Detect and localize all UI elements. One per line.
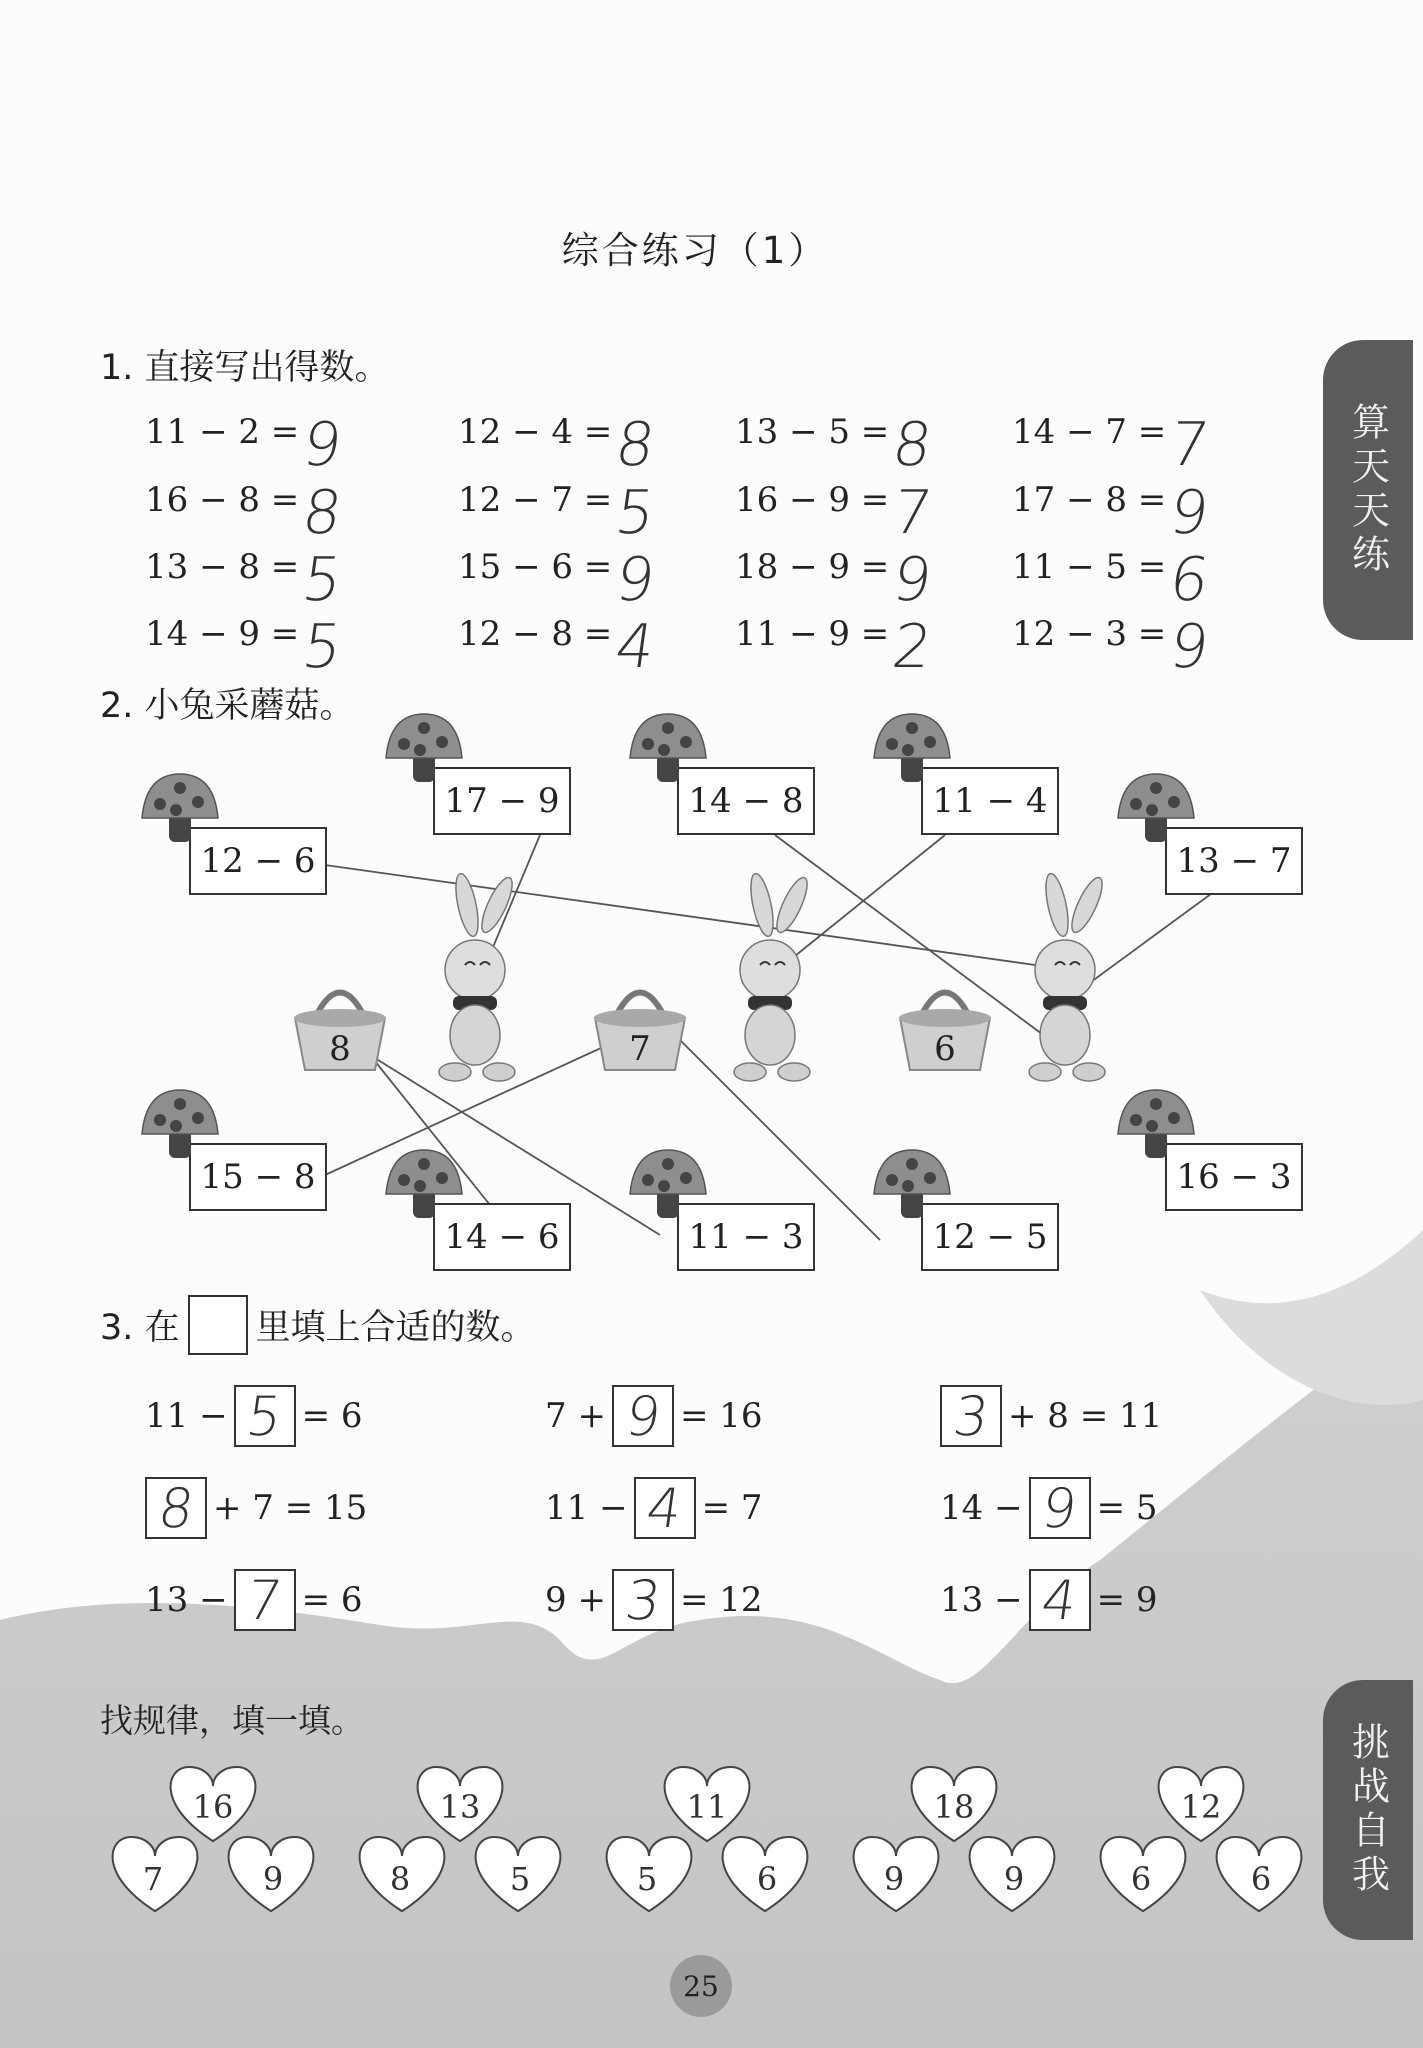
section4-heading: 找规律，填一填。 — [100, 1701, 364, 1740]
mushroom-spot — [174, 1098, 186, 1110]
page-number — [670, 1955, 732, 2017]
fill-blank-problem — [940, 1385, 1162, 1447]
handwritten-answer: 9 — [1037, 1476, 1082, 1540]
side-tab-daily-label: 算天天练 — [1345, 402, 1390, 578]
rabbit-foot — [1029, 1063, 1061, 1081]
side-tab-daily[interactable] — [1323, 340, 1413, 640]
problem-expression: 12 − 8 = — [458, 614, 613, 654]
mushroom-spot — [192, 1112, 204, 1124]
heart-group — [607, 1767, 808, 1911]
rabbit-foot — [778, 1063, 810, 1081]
problem-prefix: 7 + — [545, 1396, 606, 1436]
mushroom-expression: 13 − 7 — [1176, 841, 1292, 881]
mushroom-spot — [398, 1174, 410, 1186]
answer-box[interactable] — [634, 1477, 696, 1539]
heart-number-right[interactable]: 9 — [262, 1860, 284, 1898]
handwritten-answer[interactable]: 4 — [611, 612, 660, 682]
problem-expression: 11 − 9 = — [735, 614, 890, 654]
rabbit-ear — [1042, 872, 1073, 938]
mushroom-spot — [1130, 1114, 1142, 1126]
mushroom-spot — [906, 1158, 918, 1170]
mushroom-expression: 11 − 3 — [688, 1217, 804, 1257]
problem-suffix: = 6 — [301, 1396, 363, 1436]
mushroom-spot — [906, 722, 918, 734]
handwritten-answer[interactable]: 9 — [298, 410, 347, 480]
mushroom-card[interactable] — [1118, 1090, 1302, 1210]
fill-blank-problem — [545, 1385, 763, 1447]
arith-problem — [145, 545, 347, 615]
rabbit-foot — [483, 1063, 515, 1081]
rabbit-ear — [1066, 874, 1108, 936]
rabbit — [1029, 872, 1108, 1081]
problem-prefix: 14 − — [940, 1488, 1023, 1528]
handwritten-answer: 3 — [949, 1384, 993, 1448]
mushroom-spot — [436, 1172, 448, 1184]
side-tab-challenge-label: 挑战自我 — [1345, 1722, 1390, 1898]
fill-blank-problem — [545, 1569, 763, 1631]
mushroom-spot — [658, 1180, 670, 1192]
problem-expression: 13 − 5 = — [735, 412, 890, 452]
mushroom-card[interactable] — [142, 1090, 326, 1210]
mushroom-spot — [1130, 798, 1142, 810]
arith-problem — [1012, 478, 1214, 548]
mushroom-spot — [1168, 1112, 1180, 1124]
rabbit-ear — [771, 874, 813, 936]
problem-suffix: + 8 = 11 — [1008, 1396, 1163, 1436]
problem-suffix: = 6 — [301, 1580, 363, 1620]
answer-box[interactable] — [612, 1569, 674, 1631]
mushroom-spot — [662, 722, 674, 734]
mushroom-spot — [886, 738, 898, 750]
mushroom-expression: 17 − 9 — [444, 781, 560, 821]
arith-problem — [1012, 612, 1214, 682]
problem-suffix: = 7 — [701, 1488, 763, 1528]
mushroom-spot — [902, 1180, 914, 1192]
basket-number: 7 — [629, 1029, 651, 1069]
fill-blank-problem — [545, 1477, 763, 1539]
mushroom-spot — [886, 1174, 898, 1186]
mushroom-spot — [680, 1172, 692, 1184]
problem-expression: 11 − 2 = — [145, 412, 300, 452]
handwritten-answer[interactable]: 8 — [298, 478, 347, 548]
heart-number-left[interactable]: 6 — [1130, 1860, 1152, 1898]
page-number-text: 25 — [683, 1969, 719, 2003]
mushroom-spot — [642, 738, 654, 750]
heart-number-right[interactable]: 6 — [756, 1860, 778, 1898]
basket[interactable] — [594, 993, 686, 1071]
handwritten-answer[interactable]: 9 — [1165, 612, 1214, 682]
mushroom-expression: 11 − 4 — [932, 781, 1048, 821]
arith-problem — [735, 545, 937, 615]
mushroom-spot — [418, 722, 430, 734]
mushroom-expression: 12 − 6 — [200, 841, 316, 881]
problem-suffix: = 5 — [1096, 1488, 1158, 1528]
basket[interactable] — [899, 993, 991, 1071]
problem-prefix: 13 − — [145, 1580, 228, 1620]
problem-expression: 11 − 5 = — [1012, 547, 1167, 587]
handwritten-answer: 7 — [242, 1568, 287, 1632]
heart-number-left[interactable]: 9 — [883, 1860, 905, 1898]
basket-rim — [899, 1009, 991, 1027]
rabbit-foot — [1073, 1063, 1105, 1081]
rabbit-foot — [734, 1063, 766, 1081]
mushroom-expression: 14 − 6 — [444, 1217, 560, 1257]
handwritten-answer[interactable]: 6 — [1165, 545, 1214, 615]
basket[interactable] — [294, 993, 386, 1071]
mushroom-spot — [642, 1174, 654, 1186]
problem-expression: 16 − 9 = — [735, 480, 890, 520]
mushroom-card[interactable] — [630, 1150, 814, 1270]
handwritten-answer[interactable]: 5 — [611, 478, 660, 548]
heart-group — [854, 1767, 1055, 1911]
mushroom-spot — [924, 736, 936, 748]
problem-prefix: 13 − — [940, 1580, 1023, 1620]
handwritten-answer[interactable]: 7 — [888, 478, 937, 548]
problem-suffix: + 7 = 15 — [213, 1488, 368, 1528]
fill-blank-problem — [145, 1385, 363, 1447]
answer-box[interactable] — [612, 1385, 674, 1447]
mushroom-spot — [1146, 804, 1158, 816]
answer-box[interactable] — [1029, 1569, 1091, 1631]
handwritten-answer[interactable]: 2 — [888, 612, 937, 682]
rabbit-ear — [747, 872, 778, 938]
handwritten-answer[interactable]: 7 — [1165, 410, 1214, 480]
mushroom-spot — [170, 1120, 182, 1132]
problem-expression: 15 − 6 = — [458, 547, 613, 587]
problem-expression: 18 − 9 = — [735, 547, 890, 587]
mushroom-spot — [414, 744, 426, 756]
handwritten-answer[interactable]: 8 — [611, 410, 660, 480]
mushroom-expression: 15 − 8 — [200, 1157, 316, 1197]
handwritten-answer[interactable]: 9 — [888, 545, 937, 615]
arith-problem — [145, 410, 347, 480]
heart-number-left[interactable]: 5 — [636, 1860, 658, 1898]
connection-line — [775, 835, 1050, 1040]
problem-suffix: = 9 — [1096, 1580, 1158, 1620]
mushroom-spot — [1150, 782, 1162, 794]
mushroom-card[interactable] — [874, 714, 1058, 834]
mushroom-spot — [1168, 796, 1180, 808]
mushroom-card[interactable] — [874, 1150, 1058, 1270]
rabbit — [439, 872, 518, 1081]
heart-number-left[interactable]: 7 — [142, 1860, 164, 1898]
heart-number-top[interactable]: 11 — [686, 1788, 728, 1826]
heart-number-top[interactable]: 18 — [933, 1788, 975, 1826]
fill-blank-problem — [145, 1477, 367, 1539]
mushroom-spot — [170, 804, 182, 816]
arith-problem — [735, 478, 937, 548]
basket-rim — [594, 1009, 686, 1027]
section3-heading — [100, 1295, 536, 1355]
section3-heading-pre: 3. 在 — [100, 1308, 180, 1348]
basket-rim — [294, 1009, 386, 1027]
rabbit-ear — [452, 872, 483, 938]
rabbit-body — [450, 1005, 500, 1065]
problem-expression: 12 − 3 = — [1012, 614, 1167, 654]
basket-number: 8 — [329, 1029, 351, 1069]
mushroom-card[interactable] — [386, 714, 570, 834]
heart-number-right[interactable]: 5 — [509, 1860, 531, 1898]
problem-expression: 16 − 8 = — [145, 480, 300, 520]
heart-group — [1101, 1767, 1302, 1911]
basket-number: 6 — [934, 1029, 956, 1069]
answer-box[interactable] — [234, 1385, 296, 1447]
handwritten-answer[interactable]: 5 — [298, 545, 347, 615]
mushroom-spot — [154, 1114, 166, 1126]
mushroom-spot — [414, 1180, 426, 1192]
mushroom-spot — [436, 736, 448, 748]
problem-expression: 12 − 4 = — [458, 412, 613, 452]
rabbit-head — [445, 940, 505, 1000]
arith-problem — [145, 612, 347, 682]
heart-group — [113, 1767, 314, 1911]
mushroom-spot — [680, 736, 692, 748]
mushroom-spot — [924, 1172, 936, 1184]
heart-number-top[interactable]: 13 — [439, 1788, 481, 1826]
heart-number-left[interactable]: 8 — [389, 1860, 411, 1898]
rabbit-head — [740, 940, 800, 1000]
heart-number-top[interactable]: 12 — [1180, 1788, 1222, 1826]
handwritten-answer: 4 — [642, 1476, 687, 1540]
arith-problem — [735, 410, 937, 480]
problem-suffix: = 12 — [679, 1580, 763, 1620]
rabbit-mushroom-diagram — [0, 700, 1320, 1280]
rabbit-body — [745, 1005, 795, 1065]
mushroom-card[interactable] — [1118, 774, 1302, 894]
problem-suffix: = 16 — [679, 1396, 763, 1436]
mushroom-spot — [418, 1158, 430, 1170]
answer-box[interactable] — [1029, 1477, 1091, 1539]
handwritten-answer: 3 — [621, 1568, 665, 1632]
answer-box[interactable] — [145, 1477, 207, 1539]
heart-group — [360, 1767, 561, 1911]
mushroom-spot — [1150, 1098, 1162, 1110]
mushroom-card[interactable] — [386, 1150, 570, 1270]
arith-problem — [458, 545, 660, 615]
arith-problem — [145, 478, 347, 548]
arith-problem — [735, 612, 937, 682]
arith-problem — [458, 410, 660, 480]
section2-heading: 2. 小兔采蘑菇。 — [100, 686, 355, 726]
rabbit-body — [1040, 1005, 1090, 1065]
handwritten-answer: 4 — [1037, 1568, 1082, 1632]
answer-box[interactable] — [234, 1569, 296, 1631]
mushroom-expression: 14 − 8 — [688, 781, 804, 821]
section1-heading: 1. 直接写出得数。 — [100, 348, 390, 388]
arith-problem — [1012, 410, 1214, 480]
heart-puzzles — [0, 1740, 1330, 1940]
rabbit — [734, 872, 813, 1081]
problem-expression: 17 − 8 = — [1012, 480, 1167, 520]
section3-heading-post: 里填上合适的数。 — [255, 1308, 536, 1348]
rabbit-foot — [439, 1063, 471, 1081]
problem-expression: 12 − 7 = — [458, 480, 613, 520]
heart-number-right[interactable]: 6 — [1250, 1860, 1272, 1898]
fill-blank-problem — [145, 1569, 363, 1631]
arith-problem — [1012, 545, 1214, 615]
problem-expression: 14 − 7 = — [1012, 412, 1167, 452]
handwritten-answer[interactable]: 5 — [298, 612, 347, 682]
heart-number-top[interactable]: 16 — [192, 1788, 234, 1826]
mushroom-card[interactable] — [142, 774, 326, 894]
fill-blank-problem — [940, 1569, 1158, 1631]
page-title: 综合练习（1） — [561, 229, 829, 272]
mushroom-spot — [1146, 1120, 1158, 1132]
arith-problem — [458, 612, 660, 682]
fill-blank-problem — [940, 1477, 1158, 1539]
mushroom-card[interactable] — [630, 714, 814, 834]
mushroom-expression: 12 − 5 — [932, 1217, 1048, 1257]
handwritten-answer: 9 — [621, 1384, 665, 1448]
handwritten-answer[interactable]: 8 — [888, 410, 937, 480]
side-tab-challenge[interactable] — [1323, 1680, 1413, 1940]
example-blank-box — [188, 1295, 248, 1355]
handwritten-answer: 5 — [242, 1384, 287, 1448]
problem-prefix: 9 + — [545, 1580, 606, 1620]
handwritten-answer: 8 — [154, 1476, 198, 1540]
problem-expression: 13 − 8 = — [145, 547, 300, 587]
mushroom-spot — [902, 744, 914, 756]
mushroom-spot — [398, 738, 410, 750]
arith-problem — [458, 478, 660, 548]
problem-expression: 14 − 9 = — [145, 614, 300, 654]
mushroom-spot — [154, 798, 166, 810]
handwritten-answer[interactable]: 9 — [611, 545, 660, 615]
mushroom-spot — [174, 782, 186, 794]
heart-number-right[interactable]: 9 — [1003, 1860, 1025, 1898]
connection-line — [1080, 880, 1230, 990]
answer-box[interactable] — [940, 1385, 1002, 1447]
handwritten-answer[interactable]: 9 — [1165, 478, 1214, 548]
mushroom-spot — [192, 796, 204, 808]
mushroom-expression: 16 − 3 — [1176, 1157, 1292, 1197]
rabbit-head — [1035, 940, 1095, 1000]
problem-prefix: 11 − — [145, 1396, 228, 1436]
problem-prefix: 11 − — [545, 1488, 628, 1528]
mushroom-spot — [658, 744, 670, 756]
mushroom-spot — [662, 1158, 674, 1170]
